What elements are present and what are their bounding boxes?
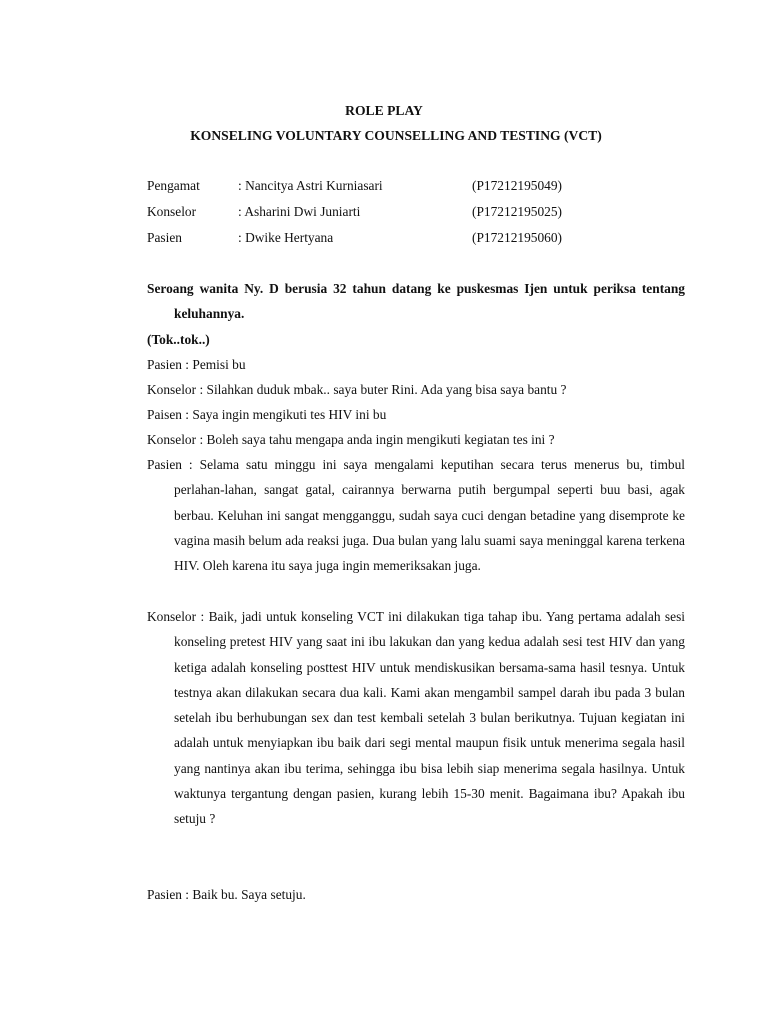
participant-id: (P17212195060)	[472, 230, 563, 245]
participant-role: Konselor	[147, 204, 197, 219]
participant-name: : Nancitya Astri Kurniasari	[238, 178, 383, 193]
dialogue-line: Pasien : Baik bu. Saya setuju.	[147, 887, 306, 902]
document-title: ROLE PLAY	[345, 103, 423, 118]
participant-id: (P17212195049)	[472, 178, 563, 193]
participant-name: : Asharini Dwi Juniarti	[238, 204, 361, 219]
participant-role: Pasien	[147, 230, 182, 245]
participant-row	[147, 204, 627, 224]
dialogue-line: Konselor : Boleh saya tahu mengapa anda ingin mengikuti kegiatan tes ini ?	[147, 432, 555, 447]
participant-role: Pengamat	[147, 178, 200, 193]
dialogue-paragraph: Pasien : Selama satu minggu ini saya mengalami keputihan secara terus menerus bu, timbul perlahan-lahan, sangat gatal, cairannya berwarna putih bergumpal seperti buu basi, agak berbau. Keluhan ini sangat mengganggu, sudah saya cuci dengan betadine yang disemprote ke vagina masih belum ada reaksi juga. Dua bulan yang lalu suami saya meninggal karena terkena HIV. Oleh karena itu saya juga ingin memeriksakan juga.	[147, 457, 685, 574]
dialogue-paragraph: Konselor : Baik, jadi untuk konseling VCT ini dilakukan tiga tahap ibu. Yang pertama adalah sesi konseling pretest HIV yang saat ini ibu lakukan dan yang kedua adalah sesi test HIV dan yang ketiga adalah konseling posttest HIV untuk mendiskusikan bersama-sama hasil tesnya. Untuk testnya akan dilakukan secara dua kali. Kami akan mengambil sampel darah ibu pada 3 bulan setelah ibu berhubungan sex dan test kembali setelah 3 bulan berikutnya. Tujuan kegiatan ini adalah untuk menyiapkan ibu baik dari segi mental maupun fisik untuk menerima segala hasil yang nantinya akan ibu terima, sehingga ibu bisa lebih siap menerima segala hasilnya. Untuk waktunya tergantung dengan pasien, kurang lebih 15-30 menit. Bagaimana ibu? Apakah ibu setuju ?	[147, 609, 685, 827]
knock-line: (Tok..tok..)	[147, 332, 210, 347]
participant-row	[147, 178, 627, 198]
scenario-paragraph: Seroang wanita Ny. D berusia 32 tahun datang ke puskesmas Ijen untuk periksa tentang keluhannya.	[147, 281, 685, 322]
participant-id: (P17212195025)	[472, 204, 563, 219]
participant-name: : Dwike Hertyana	[238, 230, 334, 245]
dialogue-line: Konselor : Silahkan duduk mbak.. saya buter Rini. Ada yang bisa saya bantu ?	[147, 382, 567, 397]
dialogue-line: Paisen : Saya ingin mengikuti tes HIV ini bu	[147, 407, 387, 422]
participant-row	[147, 230, 627, 250]
dialogue-line: Pasien : Pemisi bu	[147, 357, 246, 372]
document-subtitle: KONSELING VOLUNTARY COUNSELLING AND TESTING (VCT)	[190, 128, 602, 143]
